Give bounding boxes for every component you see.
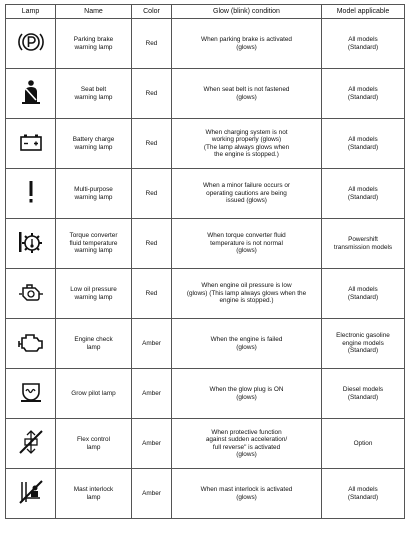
model-applicable-line: All models [348,186,378,194]
model-applicable [322,69,405,119]
lamp-name [56,419,132,469]
glow-condition [172,419,322,469]
lamp-color-line: Red [145,289,158,297]
glow-condition [172,169,322,219]
glow-condition [172,269,322,319]
model-applicable [322,469,405,519]
lamp-name-line: lamp [86,343,101,351]
table-header-row [6,5,405,19]
header-model: Model applicable [322,5,405,19]
glow-condition-line: When charging system is not [205,128,288,136]
model-applicable-line: Electronic gasoline [336,332,390,340]
lamp-color-line: Amber [142,389,161,397]
lamp-color-line: Amber [142,439,161,447]
lamp-name [56,469,132,519]
lamp-name-line: Battery charge [72,136,115,144]
parking-brake-icon [17,28,45,56]
lamp-color-line: Red [145,239,158,247]
glow-condition [172,69,322,119]
lamp-color [132,19,172,69]
lamp-name-line: warning lamp [74,43,113,51]
glow-condition [172,19,322,69]
lamp-name-line: lamp [86,493,101,501]
glow-condition-line: When a minor failure occurs or [202,182,291,190]
glow-condition-line: (glows) [236,450,257,458]
lamp-cell [6,419,56,469]
glow-condition-line: (The lamp always glows when [203,143,290,151]
lamp-name-line: Multi-purpose [74,186,113,194]
lamp-color [132,69,172,119]
battery-icon [17,128,45,156]
glow-plug-icon [17,378,45,406]
model-applicable-line: All models [348,286,378,294]
model-applicable [322,319,405,369]
lamp-cell [6,119,56,169]
table-row [6,19,405,69]
table-row [6,319,405,369]
table-row [6,119,405,169]
model-applicable [322,169,405,219]
model-applicable-line: All models [348,486,378,494]
lamp-name-line: fluid temperature [69,239,118,247]
glow-condition-line: When the glow plug is ON [209,386,284,394]
glow-condition-line: temperature is not normal [210,239,283,247]
glow-condition-line: (glows) [236,343,257,351]
glow-condition-line: When protective function [211,428,282,436]
lamp-name-line: warning lamp [74,93,113,101]
lamp-color-line: Red [145,139,158,147]
model-applicable-line: (Standard) [347,43,379,51]
lamp-name-line: Flex control [76,436,111,444]
lamp-name [56,119,132,169]
glow-condition [172,369,322,419]
glow-condition-line: full reverse" is activated [212,443,281,451]
header-lamp: Lamp [6,5,56,19]
lamp-color [132,169,172,219]
lamp-cell [6,69,56,119]
lamp-color-line: Red [145,189,158,197]
lamp-color [132,219,172,269]
lamp-name-line: warning lamp [74,143,113,151]
table-row [6,219,405,269]
oil-pressure-icon [17,278,45,306]
header-name: Name [56,5,132,19]
lamp-name [56,69,132,119]
lamp-name-line: lamp [86,443,101,451]
lamp-cell [6,19,56,69]
lamp-cell [6,169,56,219]
table-row [6,419,405,469]
model-applicable-line: All models [348,136,378,144]
lamp-name-line: Seat belt [80,86,107,94]
table-row [6,269,405,319]
lamp-name-line: warning lamp [74,293,113,301]
lamp-color-line: Red [145,89,158,97]
table-row [6,369,405,419]
lamp-color [132,269,172,319]
model-applicable-line: (Standard) [347,393,379,401]
glow-condition-line: When engine oil pressure is low [201,282,292,290]
lamp-cell [6,369,56,419]
glow-condition-line: When mast interlock is activated [200,486,293,494]
glow-condition-line: When parking brake is activated [201,36,292,44]
lamp-color-line: Amber [142,339,161,347]
lamp-name [56,19,132,69]
lamp-color-line: Red [145,39,158,47]
table-row [6,469,405,519]
glow-condition-line: working properly (glows) [211,136,282,144]
model-applicable-line: (Standard) [347,93,379,101]
glow-condition-line: (glows) (This lamp always glows when the [186,289,307,297]
glow-condition-line: When seat belt is not fastened [203,86,290,94]
glow-condition-line: engine is stopped.) [219,297,274,305]
torque-converter-temp-icon [17,228,45,256]
lamp-name-line: Mast interlock [73,486,114,494]
lamp-color [132,419,172,469]
lamp-name-line: Low oil pressure [70,286,117,294]
model-applicable [322,419,405,469]
flex-control-icon [17,428,45,456]
table-row [6,69,405,119]
glow-condition-line: (glows) [236,93,257,101]
table-row [6,169,405,219]
lamp-name-line: Parking brake [73,36,114,44]
model-applicable-line: engine models [342,339,384,347]
glow-condition-line: against sudden acceleration/ [205,436,288,444]
lamp-name [56,269,132,319]
lamp-cell [6,319,56,369]
model-applicable [322,219,405,269]
glow-condition-line: operating cautions are being [206,189,287,197]
model-applicable-line: (Standard) [347,293,379,301]
lamp-color [132,319,172,369]
model-applicable-line: All models [348,36,378,44]
glow-condition-line: (glows) [236,247,257,255]
lamp-name [56,219,132,269]
header-condition: Glow (blink) condition [172,5,322,19]
model-applicable-line: transmission models [333,243,393,251]
lamp-name [56,169,132,219]
lamp-name [56,369,132,419]
glow-condition [172,469,322,519]
glow-condition-line: issued (glows) [226,197,267,205]
glow-condition [172,119,322,169]
warning-lamp-table [5,4,405,519]
mast-interlock-icon [17,478,45,506]
lamp-cell [6,269,56,319]
lamp-color [132,369,172,419]
model-applicable [322,19,405,69]
glow-condition-line: (glows) [236,493,257,501]
lamp-name-line: warning lamp [74,193,113,201]
model-applicable-line: (Standard) [347,347,379,355]
model-applicable [322,369,405,419]
glow-condition-line: the engine is stopped.) [214,150,279,158]
lamp-cell [6,219,56,269]
model-applicable-line: (Standard) [347,143,379,151]
lamp-name-line: warning lamp [74,247,113,255]
model-applicable-line: Diesel models [342,386,384,394]
glow-condition-line: When the engine is failed [210,336,283,344]
lamp-color [132,469,172,519]
model-applicable-line: Powershift [348,236,378,244]
seat-belt-icon [17,78,45,106]
lamp-name [56,319,132,369]
engine-check-icon [17,328,45,356]
glow-condition-line: (glows) [236,393,257,401]
model-applicable-line: (Standard) [347,193,379,201]
model-applicable-line: All models [348,86,378,94]
glow-condition [172,319,322,369]
lamp-name-line: Grow pilot lamp [71,389,116,397]
table-body [6,19,405,519]
lamp-color [132,119,172,169]
model-applicable-line: (Standard) [347,493,379,501]
glow-condition-line: (glows) [236,43,257,51]
model-applicable-line: Option [353,439,373,447]
model-applicable [322,119,405,169]
lamp-cell [6,469,56,519]
lamp-color-line: Amber [142,489,161,497]
lamp-name-line: Torque converter [69,232,118,240]
header-color: Color [132,5,172,19]
glow-condition-line: When torque converter fluid [207,232,286,240]
lamp-name-line: Engine check [74,336,113,344]
model-applicable [322,269,405,319]
exclamation-icon [17,178,45,206]
glow-condition [172,219,322,269]
